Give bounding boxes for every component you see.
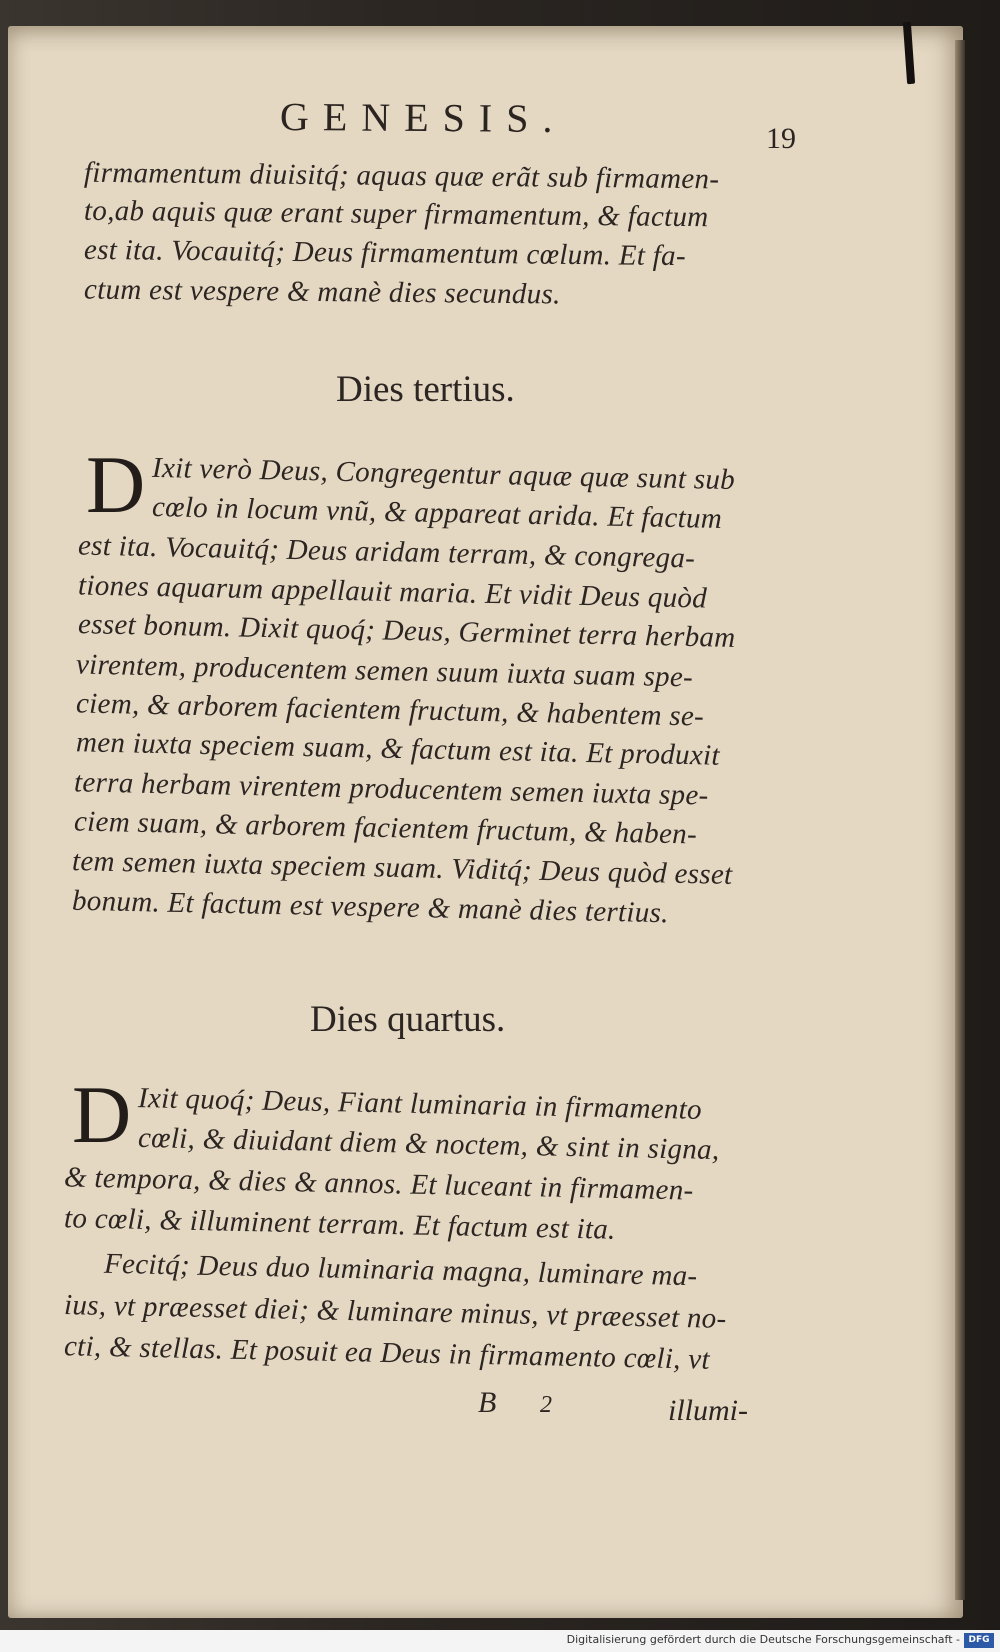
text-line: Ixit verò Deus, Congregentur aquæ quæ sunt sub [151,451,736,497]
text-line: est ita. Vocauitq́; Deus firmamentum cœlum. Et fa- [83,233,687,273]
digitization-credit: Digitalisierung gefördert durch die Deutsche Forschungsgemeinschaft - [566,1633,960,1646]
text-line: to,ab aquis quæ erant super firmamentum, & factum [83,194,709,234]
page-edge-shadow [955,40,965,1600]
running-head: GENESIS. [279,94,567,141]
text-line: firmamentum diuisitq́; aquas quæ erãt sub firmamen- [83,156,720,196]
text-line: Ixit quoq́; Deus, Fiant luminaria in firmamento [137,1082,703,1126]
text-line: cti, & stellas. Et posuit ea Deus in firmamento cœli, vt [63,1330,711,1376]
signature-mark: B [478,1386,497,1419]
text-line: tem semen iuxta speciem suam. Viditq́; Deus quòd esset [71,845,733,891]
catchword: illumi- [668,1394,748,1427]
text-line: ius, vt præesset diei; & luminare minus, vt præesset no- [63,1289,727,1335]
text-line: to cœli, & illuminent terram. Et factum est ita. [63,1202,616,1246]
text-line: est ita. Vocauitq́; Deus aridam terram, & congrega- [77,529,696,575]
text-line: cœlo in locum vnũ, & appareat arida. Et factum [151,491,723,535]
text-line: terra herbam virentem producentem semen iuxta spe- [73,766,709,812]
text-line: Fecitq́; Deus duo luminaria magna, luminare ma- [103,1247,698,1293]
text-line: ctum est vespere & manè dies secundus. [83,273,561,311]
dfg-logo-icon: DFG [964,1633,994,1648]
text-line: men iuxta speciem suam, & factum est ita. Et produxit [75,726,721,772]
drop-cap-tertius: D [86,439,146,530]
text-line: ciem, & arborem facientem fructum, & habentem se- [75,687,705,733]
text-line: & tempora, & dies & annos. Et luceant in firmamen- [63,1161,694,1207]
section-heading-dies-quartus: Dies quartus. [310,999,506,1040]
text-line: cœli, & diuidant diem & noctem, & sint in signa, [137,1121,720,1167]
signature-number: 2 [540,1392,552,1418]
text-line: tiones aquarum appellauit maria. Et vidit Deus quòd [77,569,708,615]
page-number: 19 [766,122,796,155]
section-heading-dies-tertius: Dies tertius. [336,369,515,410]
text-line: virentem, producentem semen suum iuxta suam spe- [75,648,694,694]
text-line: bonum. Et factum est vespere & manè dies tertius. [71,884,670,930]
drop-cap-quartus: D [72,1069,132,1160]
text-line: esset bonum. Dixit quoq́; Deus, Germinet terra herbam [77,608,736,654]
text-line: ciem suam, & arborem facientem fructum, & haben- [73,805,698,851]
